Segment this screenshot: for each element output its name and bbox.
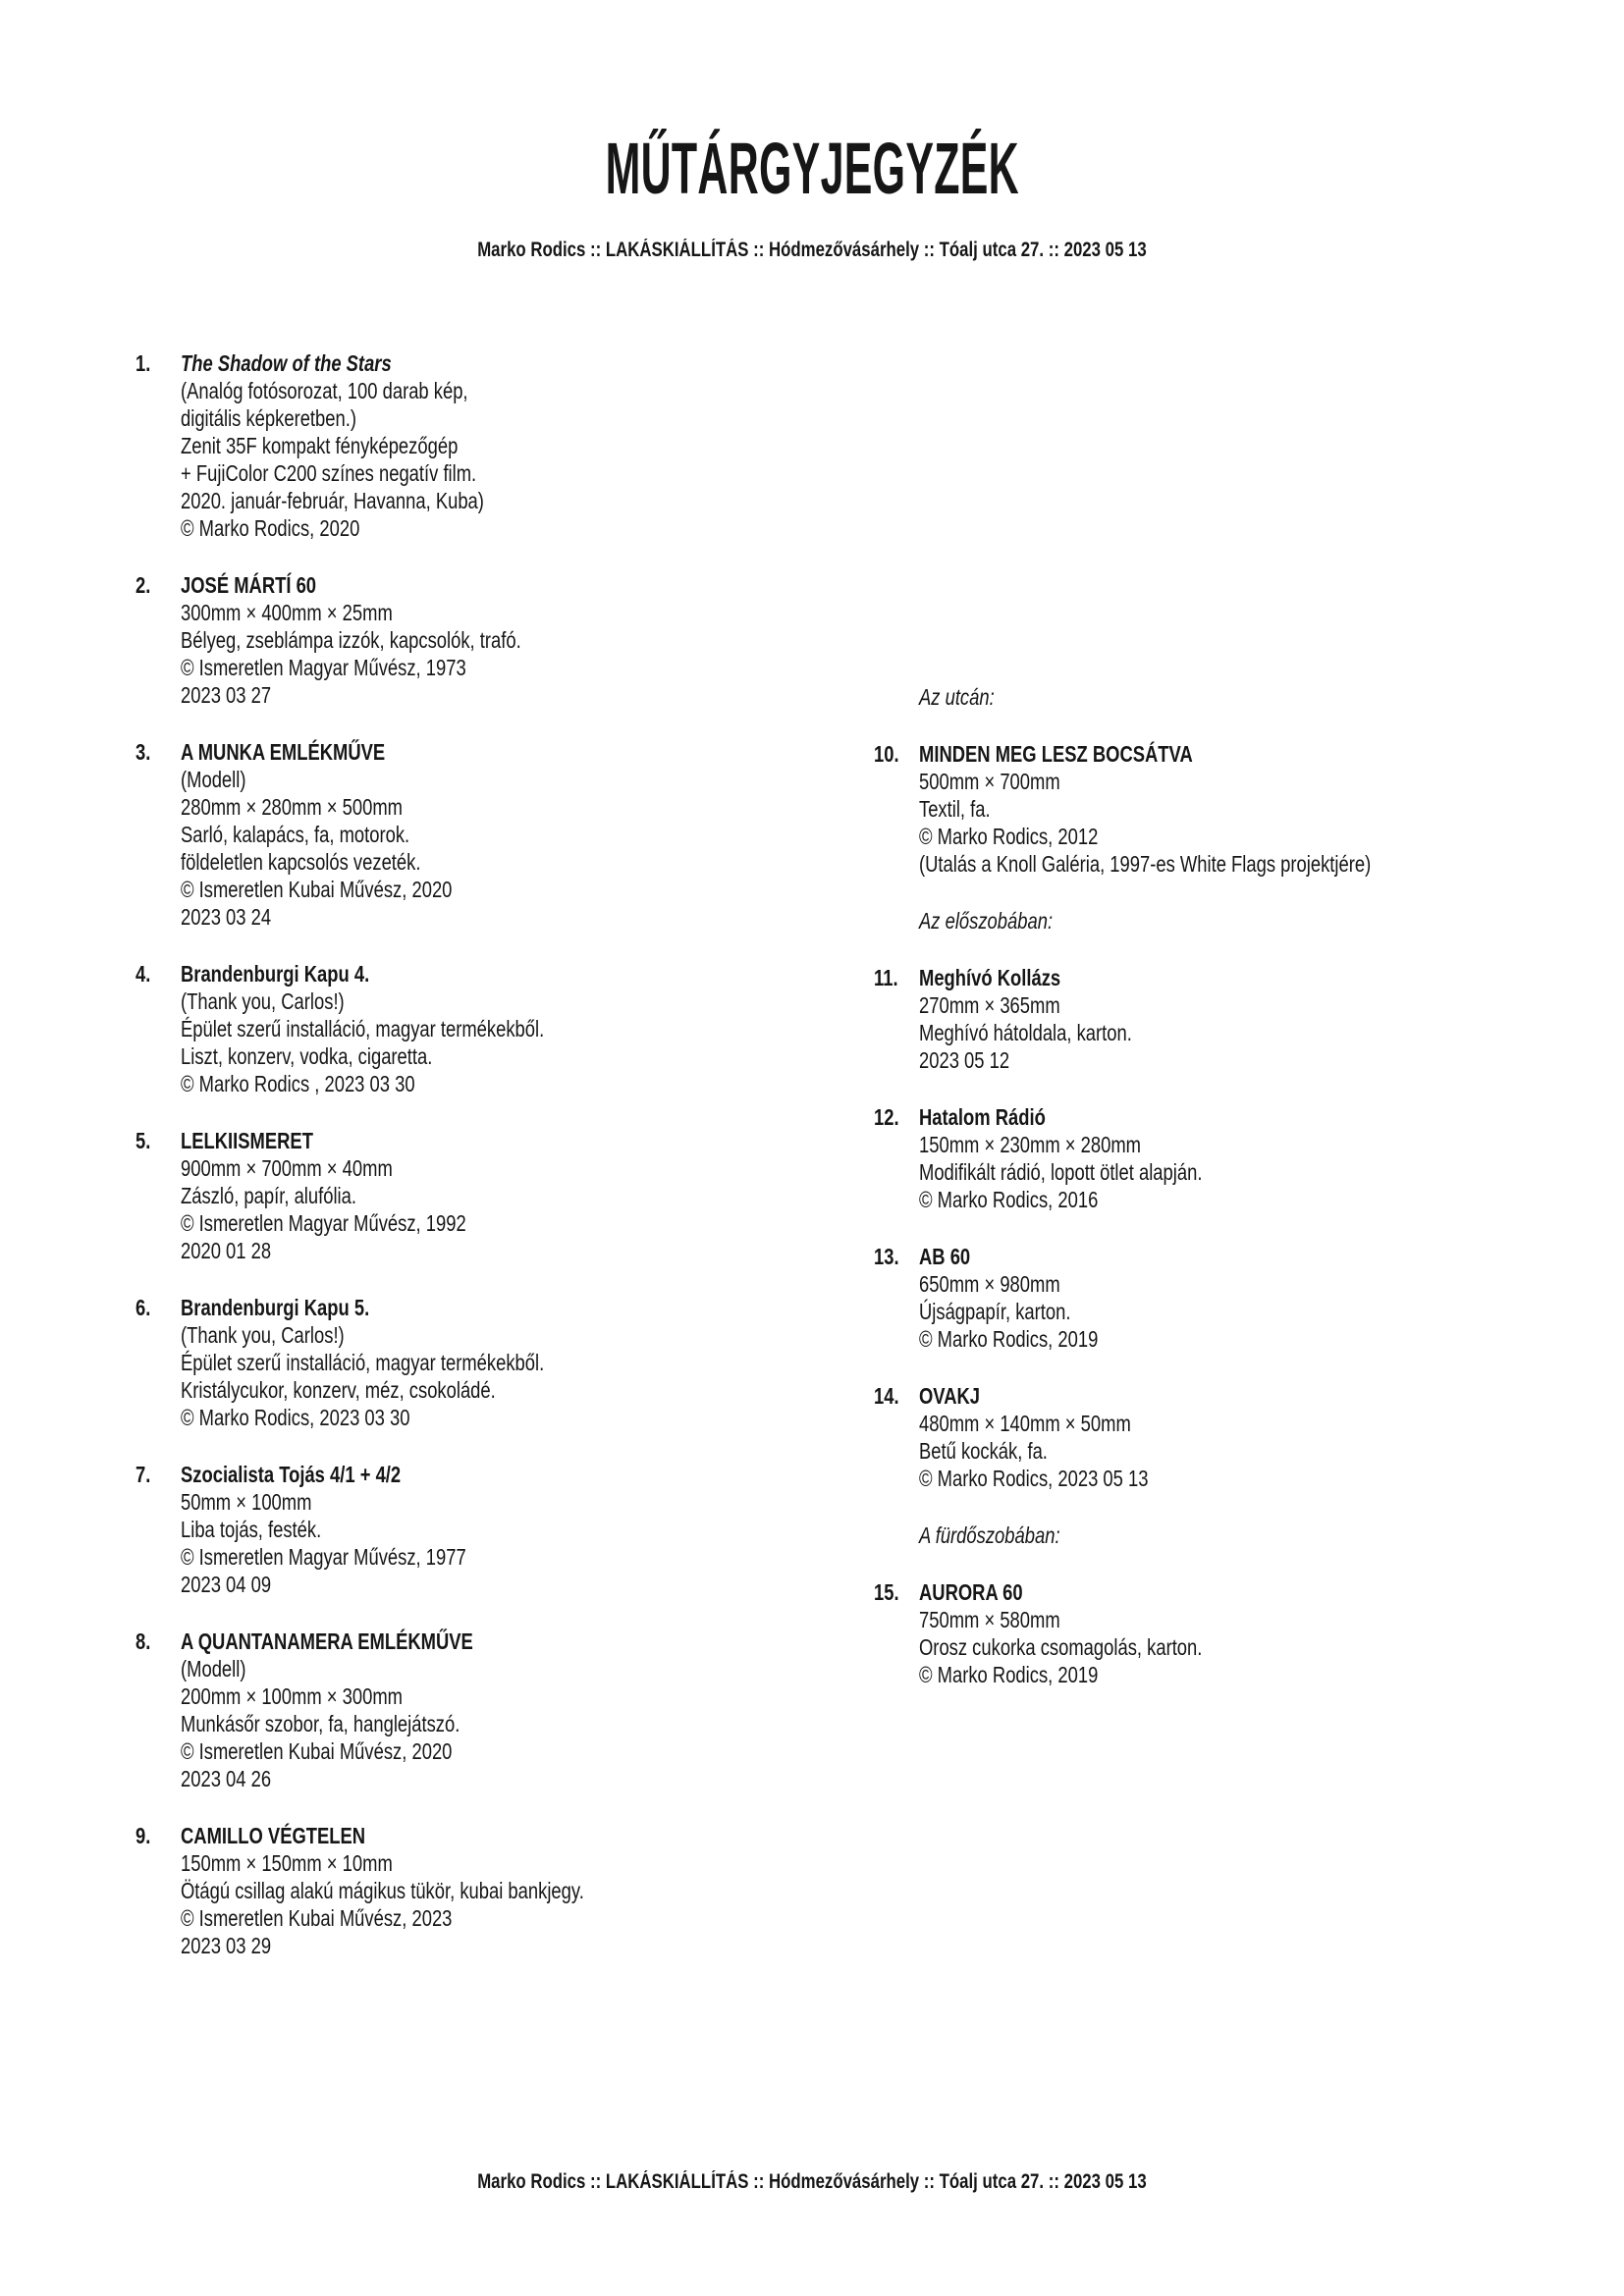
section-label: Az utcán: bbox=[919, 684, 995, 710]
entry-detail-line: 2023 03 27 bbox=[181, 682, 272, 708]
entry-detail-line: digitális képkeretben.) bbox=[181, 405, 356, 431]
exhibition-subtitle bbox=[0, 238, 1624, 263]
catalog-entry bbox=[135, 1822, 874, 1959]
entry-body bbox=[181, 1294, 874, 1431]
entry-detail-line: © Marko Rodics, 2012 bbox=[919, 824, 1099, 849]
entry-body bbox=[919, 1578, 1585, 1688]
entry-body bbox=[919, 964, 1585, 1074]
entry-title: MINDEN MEG LESZ BOCSÁTVA bbox=[919, 741, 1193, 767]
entry-detail-line: 2023 04 26 bbox=[181, 1766, 272, 1791]
catalog-entry bbox=[874, 964, 1585, 1074]
entry-detail-line: (Modell) bbox=[181, 767, 246, 792]
entry-number: 14. bbox=[874, 1383, 899, 1409]
entry-detail-line: 200mm × 100mm × 300mm bbox=[181, 1683, 404, 1709]
catalog-entry bbox=[135, 960, 874, 1097]
entry-detail-line: 2023 04 09 bbox=[181, 1572, 272, 1597]
entry-body bbox=[919, 1382, 1585, 1492]
catalog-entry bbox=[874, 1382, 1585, 1492]
entry-detail-line: földeletlen kapcsolós vezeték. bbox=[181, 849, 421, 875]
entry-body bbox=[181, 960, 874, 1097]
entry-detail-line: 750mm × 580mm bbox=[919, 1607, 1060, 1632]
catalog-entry bbox=[135, 1294, 874, 1431]
entry-detail-line: 150mm × 150mm × 10mm bbox=[181, 1850, 393, 1876]
entry-detail-line: Textil, fa. bbox=[919, 796, 991, 822]
entry-detail-line: (Thank you, Carlos!) bbox=[181, 988, 345, 1014]
entry-detail-line: © Marko Rodics, 2019 bbox=[919, 1662, 1099, 1687]
entry-detail-line: (Utalás a Knoll Galéria, 1997-es White Flags projektjére) bbox=[919, 851, 1372, 877]
entry-detail-line: 500mm × 700mm bbox=[919, 769, 1060, 794]
entry-number: 1. bbox=[135, 350, 151, 376]
entry-body bbox=[919, 1103, 1585, 1213]
entry-title: A QUANTANAMERA EMLÉKMŰVE bbox=[181, 1629, 473, 1654]
entry-detail-line: © Ismeretlen Magyar Művész, 1973 bbox=[181, 655, 466, 680]
entry-detail-line: + FujiColor C200 színes negatív film. bbox=[181, 460, 477, 486]
entry-detail-line: (Analóg fotósorozat, 100 darab kép, bbox=[181, 378, 468, 403]
entry-detail-line: © Marko Rodics, 2019 bbox=[919, 1326, 1099, 1352]
entry-body bbox=[181, 571, 874, 709]
entry-title: JOSÉ MÁRTÍ 60 bbox=[181, 572, 317, 598]
entry-detail-line: Kristálycukor, konzerv, méz, csokoládé. bbox=[181, 1377, 496, 1403]
entry-number: 6. bbox=[135, 1295, 151, 1320]
entry-detail-line: © Ismeretlen Magyar Művész, 1977 bbox=[181, 1544, 466, 1570]
entry-body bbox=[919, 740, 1585, 878]
section-label: Az előszobában: bbox=[919, 908, 1054, 934]
entry-detail-line: 270mm × 365mm bbox=[919, 992, 1060, 1018]
entry-detail-line: Liszt, konzerv, vodka, cigaretta. bbox=[181, 1043, 433, 1069]
entry-detail-line: Orosz cukorka csomagolás, karton. bbox=[919, 1634, 1203, 1660]
entry-body bbox=[181, 349, 874, 542]
catalog-entry bbox=[135, 349, 874, 542]
entry-detail-line: 2020. január-február, Havanna, Kuba) bbox=[181, 488, 484, 513]
entry-detail-line: Újságpapír, karton. bbox=[919, 1299, 1071, 1324]
entry-body bbox=[181, 1127, 874, 1264]
entry-detail-line: (Thank you, Carlos!) bbox=[181, 1322, 345, 1348]
entry-detail-line: 150mm × 230mm × 280mm bbox=[919, 1132, 1142, 1157]
column-right bbox=[874, 349, 1585, 1718]
entry-number: 4. bbox=[135, 961, 151, 987]
entry-detail-line: Munkásőr szobor, fa, hanglejátszó. bbox=[181, 1711, 460, 1736]
entry-detail-line: Épület szerű installáció, magyar termékekből. bbox=[181, 1350, 545, 1375]
entry-detail-line: 2023 05 12 bbox=[919, 1047, 1010, 1073]
entry-detail-line: 900mm × 700mm × 40mm bbox=[181, 1155, 393, 1181]
entry-number: 13. bbox=[874, 1244, 899, 1269]
entry-detail-line: © Marko Rodics, 2020 bbox=[181, 515, 360, 541]
entry-number: 8. bbox=[135, 1629, 151, 1654]
entry-detail-line: 280mm × 280mm × 500mm bbox=[181, 794, 404, 820]
catalog-columns bbox=[135, 349, 1585, 1989]
entry-title: Szocialista Tojás 4/1 + 4/2 bbox=[181, 1462, 402, 1487]
entry-detail-line: Zászló, papír, alufólia. bbox=[181, 1183, 356, 1208]
entry-title: A MUNKA EMLÉKMŰVE bbox=[181, 739, 386, 765]
entry-number: 2. bbox=[135, 572, 151, 598]
catalog-entry bbox=[135, 1628, 874, 1792]
entry-number: 3. bbox=[135, 739, 151, 765]
entry-title: Brandenburgi Kapu 5. bbox=[181, 1295, 370, 1320]
entry-body bbox=[181, 1822, 874, 1959]
entry-detail-line: © Marko Rodics, 2016 bbox=[919, 1187, 1099, 1212]
entry-detail-line: 2020 01 28 bbox=[181, 1238, 272, 1263]
entry-detail-line: Ötágú csillag alakú mágikus tükör, kubai bankjegy. bbox=[181, 1878, 584, 1903]
entry-detail-line: © Marko Rodics , 2023 03 30 bbox=[181, 1071, 415, 1096]
entry-title: Brandenburgi Kapu 4. bbox=[181, 961, 370, 987]
entry-detail-line: 2023 03 24 bbox=[181, 904, 272, 930]
entry-number: 12. bbox=[874, 1104, 899, 1130]
entry-detail-line: © Ismeretlen Kubai Művész, 2023 bbox=[181, 1905, 453, 1931]
entry-detail-line: Épület szerű installáció, magyar termékekből. bbox=[181, 1016, 545, 1041]
entry-detail-line: © Ismeretlen Kubai Művész, 2020 bbox=[181, 877, 453, 902]
entry-detail-line: 2023 03 29 bbox=[181, 1933, 272, 1958]
catalog-entry bbox=[135, 1461, 874, 1598]
entry-body bbox=[181, 1628, 874, 1792]
page-footer-text: Marko Rodics :: LAKÁSKIÁLLÍTÁS :: Hódmezővásárhely :: Tóalj utca 27. :: 2023 05 13 bbox=[477, 2170, 1147, 2193]
catalog-entry bbox=[874, 1578, 1585, 1688]
catalog-entry bbox=[135, 738, 874, 931]
entry-detail-line: Meghívó hátoldala, karton. bbox=[919, 1020, 1132, 1045]
entry-title: Hatalom Rádió bbox=[919, 1104, 1046, 1130]
column-left bbox=[135, 349, 874, 1989]
entry-detail-line: 480mm × 140mm × 50mm bbox=[919, 1411, 1131, 1436]
entry-detail-line: © Marko Rodics, 2023 03 30 bbox=[181, 1405, 410, 1430]
page-footer bbox=[0, 2169, 1624, 2195]
entry-body bbox=[181, 738, 874, 931]
entry-title: The Shadow of the Stars bbox=[181, 350, 392, 376]
entry-number: 5. bbox=[135, 1128, 151, 1153]
entry-detail-line: © Marko Rodics, 2023 05 13 bbox=[919, 1466, 1149, 1491]
entry-detail-line: Betű kockák, fa. bbox=[919, 1438, 1048, 1464]
entry-body bbox=[919, 1243, 1585, 1353]
entry-title: OVAKJ bbox=[919, 1383, 981, 1409]
catalog-entry bbox=[874, 1103, 1585, 1213]
catalog-entry bbox=[874, 1243, 1585, 1353]
entry-number: 15. bbox=[874, 1579, 899, 1605]
catalog-entry bbox=[135, 1127, 874, 1264]
entry-detail-line: 50mm × 100mm bbox=[181, 1489, 312, 1515]
entry-number: 11. bbox=[874, 965, 898, 990]
section-label: A fürdőszobában: bbox=[919, 1522, 1060, 1548]
entry-detail-line: Zenit 35F kompakt fényképezőgép bbox=[181, 433, 459, 458]
entry-title: LELKIISMERET bbox=[181, 1128, 313, 1153]
entry-detail-line: 300mm × 400mm × 25mm bbox=[181, 600, 393, 625]
page-title bbox=[0, 0, 1624, 209]
entry-detail-line: © Ismeretlen Magyar Művész, 1992 bbox=[181, 1210, 466, 1236]
entry-detail-line: Bélyeg, zseblámpa izzók, kapcsolók, trafó. bbox=[181, 627, 521, 653]
entry-detail-line: Modifikált rádió, lopott ötlet alapján. bbox=[919, 1159, 1203, 1185]
entry-title: CAMILLO VÉGTELEN bbox=[181, 1823, 366, 1848]
page-title-text: MŰTÁRGYJEGYZÉK bbox=[605, 128, 1019, 209]
entry-detail-line: Sarló, kalapács, fa, motorok. bbox=[181, 822, 410, 847]
catalog-entry bbox=[135, 571, 874, 709]
entry-detail-line: © Ismeretlen Kubai Művész, 2020 bbox=[181, 1738, 453, 1764]
entry-number: 10. bbox=[874, 741, 899, 767]
entry-detail-line: (Modell) bbox=[181, 1656, 246, 1682]
entry-number: 9. bbox=[135, 1823, 151, 1848]
entry-number: 7. bbox=[135, 1462, 151, 1487]
entry-title: AURORA 60 bbox=[919, 1579, 1023, 1605]
entry-title: AB 60 bbox=[919, 1244, 971, 1269]
exhibition-subtitle-text: Marko Rodics :: LAKÁSKIÁLLÍTÁS :: Hódmezővásárhely :: Tóalj utca 27. :: 2023 05 13 bbox=[477, 239, 1147, 261]
entry-detail-line: Liba tojás, festék. bbox=[181, 1517, 322, 1542]
catalog-entry bbox=[874, 740, 1585, 878]
entry-detail-line: 650mm × 980mm bbox=[919, 1271, 1060, 1297]
entry-body bbox=[181, 1461, 874, 1598]
entry-title: Meghívó Kollázs bbox=[919, 965, 1061, 990]
